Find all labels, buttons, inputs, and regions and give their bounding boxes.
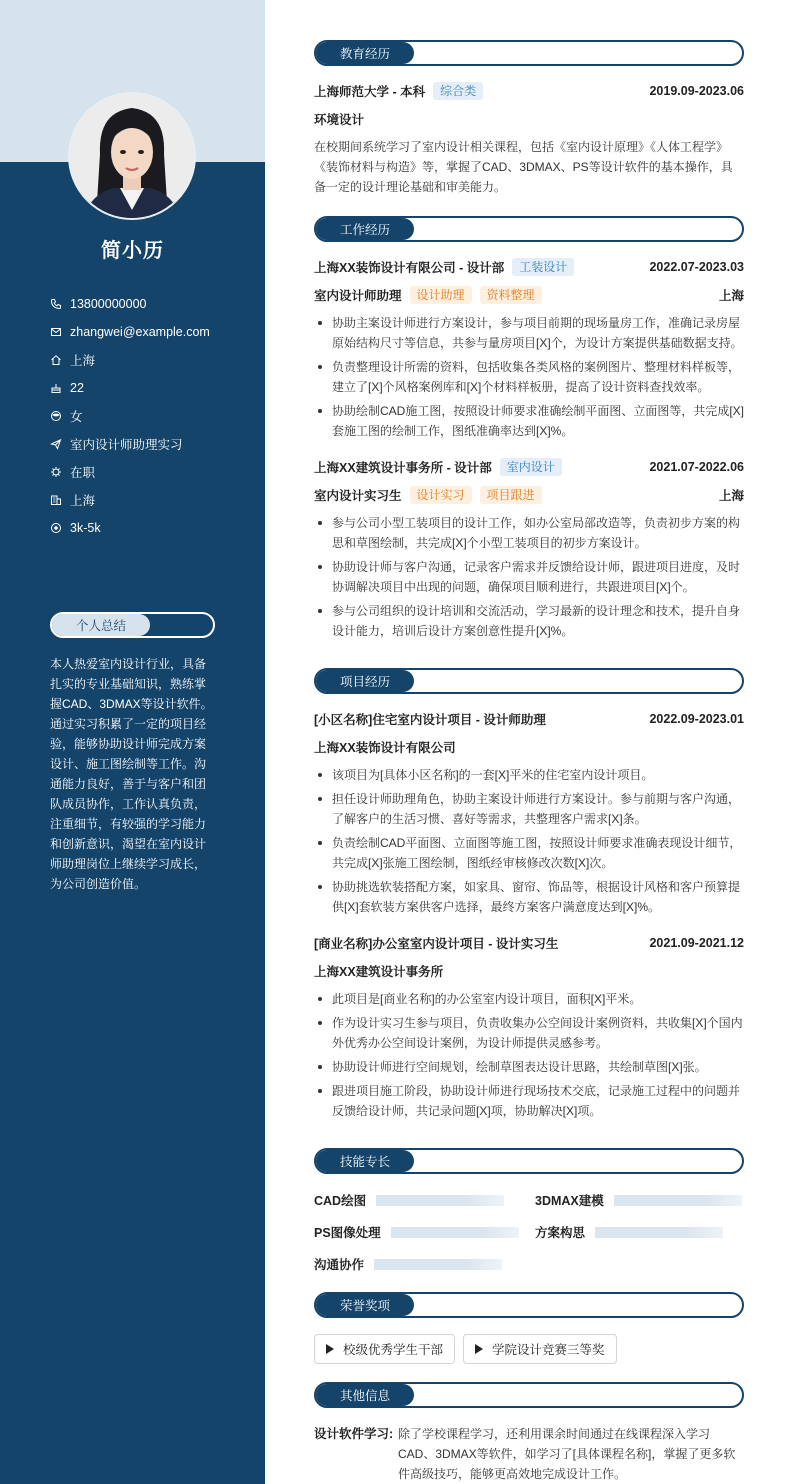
project-item-header: [314, 709, 744, 729]
awards-section-header: [314, 1292, 744, 1318]
award-label: 学院设计竞赛三等奖: [492, 1343, 605, 1357]
profile-name: 简小历: [101, 240, 164, 262]
work-role-tag: 设计助理: [410, 286, 472, 304]
bullet-item: 作为设计实习生参与项目，负责收集办公空间设计案例资料，共收集[X]个国内外优秀办公空间设计案例，为设计师提供灵感参考。: [314, 1013, 744, 1053]
skill-bar: [374, 1259, 502, 1270]
work-tag: 工装设计: [512, 258, 574, 276]
other-section-title: 其他信息: [316, 1384, 414, 1406]
education-school: 上海师范大学 - 本科: [314, 85, 426, 99]
skills-section-header: [314, 1148, 744, 1174]
skill-name: CAD绘图: [314, 1194, 367, 1208]
work-date: 2022.07-2023.03: [649, 260, 744, 274]
work-role-tag: 设计实习: [410, 486, 472, 504]
bullet-item: 协助主案设计师进行方案设计，参与项目前期的现场量房工作，准确记录房屋原始结构尺寸等信息，共参与量房项目[X]个，为设计方案提供基础数据支持。: [314, 313, 744, 353]
work-item-header: [314, 457, 744, 477]
projects-section-header: [314, 668, 744, 694]
contact-email: [50, 318, 210, 346]
work-date: 2021.07-2022.06: [649, 460, 744, 474]
contact-salary: [50, 514, 210, 542]
award-label: 校级优秀学生干部: [343, 1343, 444, 1357]
project-date: 2021.09-2021.12: [649, 936, 744, 950]
education-row: [314, 81, 744, 101]
project-date: 2022.09-2023.01: [649, 712, 744, 726]
bullet-item: 此项目是[商业名称]的办公室室内设计项目，面积[X]平米。: [314, 989, 744, 1009]
project-item-header: [314, 933, 744, 953]
work-role-tag: 项目跟进: [480, 486, 542, 504]
work-company: 上海XX建筑设计事务所 - 设计部: [314, 461, 492, 475]
project-bullets: [314, 989, 744, 1125]
work-company: 上海XX装饰设计有限公司 - 设计部: [314, 261, 505, 275]
awards-list: [314, 1334, 625, 1364]
bullet-item: 担任设计师助理角色，协助主案设计师进行方案设计。参与前期与客户沟通，了解客户的生活习惯、喜好等需求，共整理客户需求[X]条。: [314, 789, 744, 829]
phone-icon: [50, 298, 62, 310]
education-section-title: 教育经历: [316, 42, 414, 64]
skill-item: [314, 1191, 504, 1209]
project-bullets: [314, 765, 744, 921]
education-desc: 在校期间系统学习了室内设计相关课程，包括《室内设计原理》《人体工程学》《装饰材料与构造》等，掌握了CAD、3DMAX、PS等设计软件的基本操作，具备一定的设计理论基础和审美能力。: [314, 140, 733, 194]
contact-city: [50, 346, 210, 374]
contact-age: [50, 374, 210, 402]
summary-text: 本人热爱室内设计行业，具备扎实的专业基础知识，熟练掌握CAD、3DMAX等设计软件。通过实习积累了一定的项目经验，能够协助设计师完成方案设计、施工图绘制等工作。沟通能力良好，善于与客户和团队成员协作，工作认真负责，注重细节，有较强的学习能力和创新意识，渴望在室内设计师助理岗位上继续学习成长，为公司创造价值。: [50, 657, 213, 891]
contact-list: [50, 290, 210, 542]
project-company: 上海XX建筑设计事务所: [314, 965, 444, 979]
project-company-row: [314, 737, 744, 757]
work-item-header: [314, 257, 744, 277]
play-triangle-icon: [326, 1344, 334, 1354]
education-major-row: [314, 109, 744, 129]
status-icon: [50, 466, 62, 478]
contact-target-job-value: 室内设计师助理实习: [70, 438, 183, 452]
work-tag: 室内设计: [500, 458, 562, 476]
education-major: 环境设计: [314, 113, 365, 127]
bullet-item: 该项目为[具体小区名称]的一套[X]平米的住宅室内设计项目。: [314, 765, 744, 785]
work-city: 上海: [718, 289, 744, 303]
skill-bar: [376, 1195, 504, 1206]
work-role-tag: 资料整理: [480, 286, 542, 304]
skill-name: 沟通协作: [314, 1258, 365, 1272]
play-triangle-icon: [475, 1344, 483, 1354]
contact-salary-value: 3k-5k: [70, 521, 101, 535]
skill-bar: [614, 1195, 742, 1206]
skill-name: PS图像处理: [314, 1226, 381, 1240]
bullet-item: 协助设计师与客户沟通，记录客户需求并反馈给设计师，跟进项目进度，及时协调解决项目中出现的问题，确保项目顺利进行，共跟进项目[X]个。: [314, 557, 744, 597]
skill-item: [314, 1255, 502, 1273]
award-item: [463, 1334, 617, 1364]
award-item: [314, 1334, 455, 1364]
contact-phone: [50, 290, 210, 318]
send-icon: [50, 438, 62, 450]
other-section-header: [314, 1382, 744, 1408]
education-tag: 综合类: [433, 82, 483, 100]
contact-age-value: 22: [70, 381, 84, 395]
bullet-item: 参与公司小型工装项目的设计工作，如办公室局部改造等，负责初步方案的构思和草图绘制，共完成[X]个小型工装项目的初步方案设计。: [314, 513, 744, 553]
awards-section-title: 荣誉奖项: [316, 1294, 414, 1316]
contact-target-job: [50, 430, 210, 458]
project-company-row: [314, 961, 744, 981]
skill-item: [535, 1223, 723, 1241]
gender-icon: [50, 410, 62, 422]
summary-section-header: [50, 612, 215, 638]
other-text: 除了学校课程学习，还利用课余时间通过在线课程深入学习CAD、3DMAX等软件，如学习了[具体课程名称]，掌握了更多软件高级技巧，能够更高效地完成设计工作。: [398, 1427, 736, 1481]
skill-bar: [595, 1227, 723, 1238]
salary-icon: [50, 522, 62, 534]
project-name: [小区名称]住宅室内设计项目 - 设计师助理: [314, 713, 546, 727]
project-name: [商业名称]办公室室内设计项目 - 设计实习生: [314, 937, 559, 951]
contact-phone-value: 13800000000: [70, 297, 147, 311]
work-section-title: 工作经历: [316, 218, 414, 240]
avatar: [68, 92, 196, 220]
work-role-row: [314, 485, 744, 505]
building-icon: [50, 494, 62, 506]
work-role-row: [314, 285, 744, 305]
skill-name: 3DMAX建模: [535, 1194, 604, 1208]
project-company: 上海XX装饰设计有限公司: [314, 741, 456, 755]
contact-email-value: zhangwei@example.com: [70, 325, 210, 339]
work-bullets: [314, 313, 744, 445]
bullet-item: 协助设计师进行空间规划，绘制草图表达设计思路，共绘制草图[X]张。: [314, 1057, 744, 1077]
bullet-item: 参与公司组织的设计培训和交流活动，学习最新的设计理念和技术，提升自身设计能力，培训后设计方案创意性提升[X]%。: [314, 601, 744, 641]
work-city: 上海: [718, 489, 744, 503]
work-role: 室内设计师助理: [314, 289, 402, 303]
projects-section-title: 项目经历: [316, 670, 414, 692]
contact-gender: [50, 402, 210, 430]
skill-bar: [391, 1227, 519, 1238]
contact-status-value: 在职: [70, 466, 96, 480]
contact-work-city-value: 上海: [70, 494, 96, 508]
skill-name: 方案构思: [535, 1226, 586, 1240]
bullet-item: 协助挑选软装搭配方案，如家具、窗帘、饰品等，根据设计风格和客户预算提供[X]套软装方案供客户选择，最终方案客户满意度达到[X]%。: [314, 877, 744, 917]
bullet-item: 协助绘制CAD施工图，按照设计师要求准确绘制平面图、立面图等，共完成[X]套施工图的绘制工作，图纸准确率达到[X]%。: [314, 401, 744, 441]
other-label: 设计软件学习:: [314, 1427, 394, 1441]
contact-city-value: 上海: [70, 354, 96, 368]
education-date: 2019.09-2023.06: [649, 84, 744, 98]
skill-item: [535, 1191, 742, 1209]
work-bullets: [314, 513, 744, 645]
home-icon: [50, 354, 62, 366]
skills-section-title: 技能专长: [316, 1150, 414, 1172]
other-info: [314, 1424, 744, 1484]
sidebar: [0, 0, 265, 1484]
bullet-item: 跟进项目施工阶段，协助设计师进行现场技术交底，记录施工过程中的问题并反馈给设计师，共记录问题[X]项，协助解决[X]项。: [314, 1081, 744, 1121]
contact-work-city: [50, 486, 210, 514]
mail-icon: [50, 326, 62, 338]
work-section-header: [314, 216, 744, 242]
age-icon: [50, 382, 62, 394]
summary-section-title: 个人总结: [52, 614, 150, 636]
bullet-item: 负责整理设计所需的资料，包括收集各类风格的案例图片、整理材料样板等，建立了[X]个风格案例库和[X]个材料样板册，提高了设计资料查找效率。: [314, 357, 744, 397]
education-section-header: [314, 40, 744, 66]
contact-gender-value: 女: [70, 410, 83, 424]
work-role: 室内设计实习生: [314, 489, 402, 503]
bullet-item: 负责绘制CAD平面图、立面图等施工图，按照设计师要求准确表现设计细节，共完成[X]张施工图绘制，图纸经审核修改次数[X]次。: [314, 833, 744, 873]
contact-status: [50, 458, 210, 486]
skill-item: [314, 1223, 519, 1241]
